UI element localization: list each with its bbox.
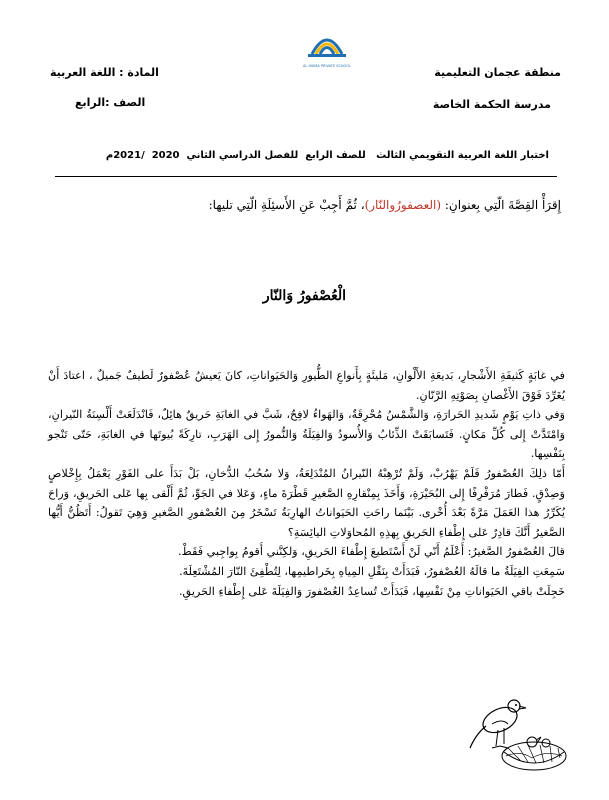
story-paragraph: أَمّا ذلِكَ العُصْفورُ فَلَمْ يَهْرُبْ، وَلَمْ تُرْهِبْهُ النّيرانُ المُنْدَلِعَةُ، وَلا سُحُبُ الدُّخانِ، بَلْ بَدَأَ على الفَوْرِ يَعْمَلُ بِإِخْلاصٍ وَصِدْقٍ. فَطارَ مُرَفْرِفًا إِلى البُحَيْرَةِ، وَأَخَذَ بِمِنْقارِهِ الصَّغيرِ قَطْرَةَ ماءٍ، وَعَلا في الجَوِّ، ثُمَّ أَلْقى بِها عَلى الحَريقِ، وَراحَ يُكَرِّرُ هذا العَمَلَ مَرَّةً بَعْدَ أُخْرى. بَيْنَما راحَتِ الحَيَواناتُ الهارِبَةُ تَسْخَرُ مِنَ العُصْفورِ الصَّغيرِ وَهِيَ تَقولُ: أَتَظُنُّ أَيُّها الصَّغيرُ أَنَّكَ قادِرٌ عَلى إِطْفاءِ الحَريقِ بِهذِهِ المُحاوَلاتِ اليائِسَةِ؟ [48,466,565,539]
header-region: منطقة عجمان التعليمية [434,66,561,79]
exam-title: اختبار اللغة العربية التقويمي الثالث للصف الرابع للفصل الدراسي الثاني 2020 /2021م [105,150,549,161]
instruction [209,198,561,212]
bird-nest-icon [462,690,570,778]
header-grade: الصف :الرابع [75,96,146,109]
instruction-before: إِقرَأْ القِصَّةَ الّتِي بِعنوانِ: [441,198,561,212]
story-paragraph: سَمِعَتِ الفِيَلَةُ ما قالَهُ العُصْفورُ، فَبَدَأَتْ بِنَقْلِ المِياهِ بِخَراطيمِها، لِتُطْفِئَ النّارَ المُشْتَعِلَةَ. [179,564,565,578]
bird-nest-illustration [462,690,570,778]
story-paragraph: خَجِلَتْ باقي الحَيَواناتِ مِنْ نَفْسِها، فَبَدَأَتْ تُساعِدُ العُصْفورَ وَالفِيَلَةَ عَلى إِطْفاءِ الحَريقِ. [179,584,565,598]
logo-caption: AL HIKMA PRIVATE SCHOOL [302,64,352,68]
header-school: مدرسة الحكمة الخاصة [432,98,551,111]
header-subject: المادة : اللغة العربية [50,66,159,79]
header-divider [55,176,557,177]
story-paragraph: وَفي ذاتِ يَوْمٍ شَديدِ الحَرارَةِ، وَالشَّمْسُ مُحْرِقَةٌ، وَالهَواءُ لافِحٌ، شَبَّ في الغابَةِ حَريقٌ هائِلٌ، فَانْدَلَعَتْ أَلْسِنَةُ النّيرانِ، وَامْتَدَّتْ إِلى كُلِّ مَكانٍ. فَتَسابَقَتْ الذِّئابُ وَالأُسودُ وَالفِيَلَةُ وَالنُّمورُ إِلى الهَرَبِ، تارِكَةً بُيوتَها في الغابَةِ، حَتّى تَنْجو بِنَفْسِها. [48,408,565,461]
story-paragraph: في غابَةٍ كَثيفَةِ الأَشْجارِ، بَديعَةِ الأَلْوانِ، مَليئَةٍ بِأَنواعِ الطُّيورِ وَالحَيَواناتِ، كانَ يَعيشُ عُصْفورٌ لَطيفٌ جَميلٌ ، اعتادَ أَنْ يُغَرِّدَ فَوْقَ الأَغْصانِ بِصَوْتِهِ الرَّنّانِ. [48,369,565,402]
instruction-after: ، ثُمَّ أَجِبْ عَنِ الأَسئِلَةِ الّتِي تليها: [208,198,365,212]
school-logo-icon [302,28,352,60]
story-paragraph: قالَ العُصْفورُ الصَّغيرُ: أَعْلَمُ أَنّي لَنْ أَسْتَطيعَ إِطْفاءَ الحَريقِ، وَلكِنَّني أَقومُ بِواجِبي فَقَطْ. [177,545,565,559]
school-logo [302,28,352,68]
story-body [48,366,565,601]
story-title: الْعُصْفورُ وَالنّار [262,288,347,304]
instruction-story-name: (العصفورُوالنّار) [364,198,442,212]
